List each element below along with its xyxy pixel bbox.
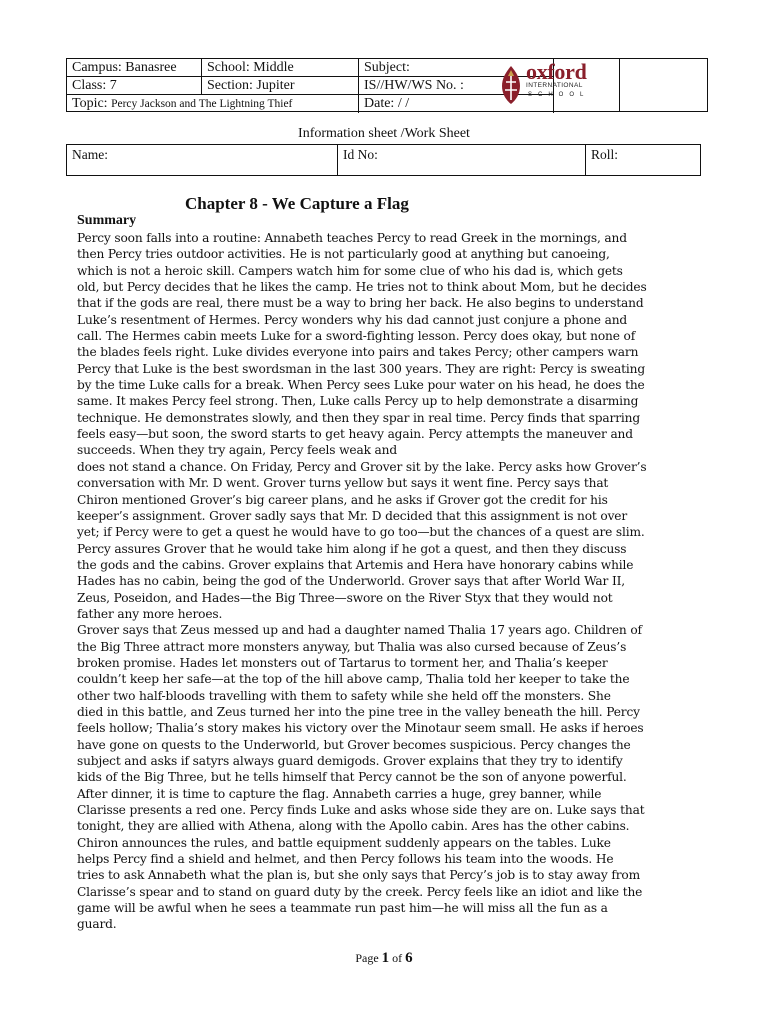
body-line: couldn’t keep her safe—at the top of the hill above camp, Thalia told her keeper to take the xyxy=(77,672,630,687)
body-line: Clarisse’s spear and to stand on guard duty by the creek. Percy feels like an idiot and like the xyxy=(77,884,643,899)
section-cell: Section: Jupiter xyxy=(202,77,359,95)
body-line: died in this battle, and Zeus turned her into the pine tree in the valley beneath the hill. Percy xyxy=(77,704,640,719)
body-line: call. The Hermes cabin meets Luke for a sword-fighting lesson. Percy does okay, but none of xyxy=(77,329,636,344)
body-line: other two half-bloods travelling with them to safety while she held off the monsters. She xyxy=(77,688,611,703)
page-footer xyxy=(0,950,768,967)
logo-wordmark: oxford xyxy=(526,59,587,84)
body-line: which is not a heroic skill. Campers watch him for some clue of who his dad is, which gets xyxy=(77,263,623,278)
body-line: Chiron announces the rules, and battle equipment suddenly appears on the tables. Luke xyxy=(77,835,611,850)
body-line: the gods and the cabins. Grover explains that Artemis and Hera have honorary cabins while xyxy=(77,557,634,572)
campus-cell: Campus: Banasree xyxy=(67,59,202,77)
body-line: have gone on quests to the Underworld, but Grover becomes suspicious. Percy changes the xyxy=(77,737,631,752)
body-line: the Big Three attract more monsters anyway, but Thalia was also cursed because of Zeus’s xyxy=(77,639,627,654)
summary-body xyxy=(77,230,697,933)
body-line: feels hollow; Thalia’s story makes his victory over the Minotaur seem small. He asks if heroes xyxy=(77,721,644,736)
logo-emblem-icon xyxy=(498,64,524,106)
body-line: same. It makes Percy feel strong. Then, Luke calls Percy up to help demonstrate a disarming xyxy=(77,394,639,409)
logo-international: INTERNATIONAL xyxy=(526,82,583,89)
body-line: that if the gods are real, there must be a way to bring her back. He also begins to understand xyxy=(77,296,644,311)
chapter-title: Chapter 8 - We Capture a Flag xyxy=(185,194,409,213)
page-number: 1 xyxy=(381,950,390,966)
body-line: yet; if Percy were to get a quest he would have to go too—but the chances of a quest are slim. xyxy=(77,525,645,540)
body-line: does not stand a chance. On Friday, Percy and Grover sit by the lake. Percy asks how Grover’s xyxy=(77,459,647,474)
body-line: technique. He demonstrates slowly, and then they spar in real time. Percy finds that sparring xyxy=(77,410,640,425)
body-line: tonight, they are allied with Athena, along with the Apollo cabin. Ares has the other cabins. xyxy=(77,819,630,834)
body-line: Luke’s resentment of Hermes. Percy wonders why his dad cannot just conjure a phone and xyxy=(77,312,628,327)
id-field[interactable]: Id No: xyxy=(338,145,586,175)
body-line: succeeds. When they try again, Percy feels weak and xyxy=(77,443,398,458)
date-cell: Date: / / xyxy=(359,95,554,113)
body-line: Percy that Luke is the best swordsman in the last 300 years. They are right: Percy is sweating xyxy=(77,361,645,376)
name-field[interactable]: Name: xyxy=(67,145,338,175)
body-line: kids of the Big Three, but he tells himself that Percy cannot be the son of anyone powerful. xyxy=(77,770,627,785)
info-sheet-title: Information sheet /Work Sheet xyxy=(298,126,470,141)
school-logo xyxy=(498,59,592,106)
body-line: broken promise. Hades let monsters out of Tartarus to torment her, and Thalia’s keeper xyxy=(77,655,608,670)
body-line: Zeus, Poseidon, and Hades—the Big Three—swore on the River Styx that they would not xyxy=(77,590,613,605)
body-line: the blades feels right. Luke divides everyone into pairs and takes Percy; other campers warn xyxy=(77,345,639,360)
body-line: old, but Percy decides that he likes the camp. He tries not to think about Mom, but he decides xyxy=(77,280,647,295)
body-line: tries to ask Annabeth what the plan is, but she only says that Percy’s job is to stay away from xyxy=(77,868,640,883)
body-line: Grover says that Zeus messed up and had a daughter named Thalia 17 years ago. Children of xyxy=(77,623,642,638)
body-line: game will be awful when he sees a teammate run past him—he will miss all the fun as a xyxy=(77,901,608,916)
topic-label: Topic: xyxy=(72,96,108,111)
body-line: subject and asks if satyrs always guard demigods. Grover explains that they try to identify xyxy=(77,754,623,768)
ishwws-cell: IS//HW/WS No. : xyxy=(359,77,554,95)
logo-school: SCHOOL xyxy=(528,92,590,98)
class-cell: Class: 7 xyxy=(67,77,202,95)
body-line: After dinner, it is time to capture the flag. Annabeth carries a huge, grey banner, while xyxy=(77,786,602,801)
body-line: feels easy—but soon, the sword starts to get heavy again. Percy attempts the maneuver and xyxy=(77,427,633,442)
page-word: Page xyxy=(355,951,379,965)
body-line: conversation with Mr. D went. Grover turns yellow but says it went fine. Percy says that xyxy=(77,476,609,491)
roll-field[interactable]: Roll: xyxy=(591,147,619,162)
topic-cell xyxy=(67,95,359,113)
summary-heading: Summary xyxy=(77,213,137,228)
body-line: by the time Luke calls for a break. When Percy sees Luke pour water on his head, he does the xyxy=(77,378,645,393)
body-line: father any more heroes. xyxy=(77,606,223,621)
school-cell: School: Middle xyxy=(202,59,359,77)
header-table xyxy=(66,58,708,112)
body-line: helps Percy find a shield and helmet, and then Percy follows his team into the woods. He xyxy=(77,852,614,867)
topic-value: Percy Jackson and The Lightning Thief xyxy=(111,98,293,110)
body-line: then Percy tries outdoor activities. He is not particularly good at anything but canoeing, xyxy=(77,247,610,262)
student-fields-table xyxy=(66,144,701,176)
body-line: Percy assures Grover that he would take him along if he got a quest, and then they discuss xyxy=(77,541,627,556)
of-word: of xyxy=(392,951,403,965)
body-line: Percy soon falls into a routine: Annabeth teaches Percy to read Greek in the mornings, and xyxy=(77,231,627,245)
subject-cell: Subject: xyxy=(359,59,554,77)
body-line: Hades has no cabin, being the god of the Underworld. Grover says that after World War II, xyxy=(77,574,625,589)
body-line: Clarisse presents a red one. Percy finds Luke and asks whose side they are on. Luke says that xyxy=(77,803,645,818)
body-line: keeper’s assignment. Grover sadly says that Mr. D decided that this assignment is not over xyxy=(77,508,628,523)
body-line: Chiron mentioned Grover’s big career plans, and he asks if Grover got the credit for his xyxy=(77,492,608,507)
body-line: guard. xyxy=(77,917,117,932)
page-total: 6 xyxy=(405,950,413,966)
